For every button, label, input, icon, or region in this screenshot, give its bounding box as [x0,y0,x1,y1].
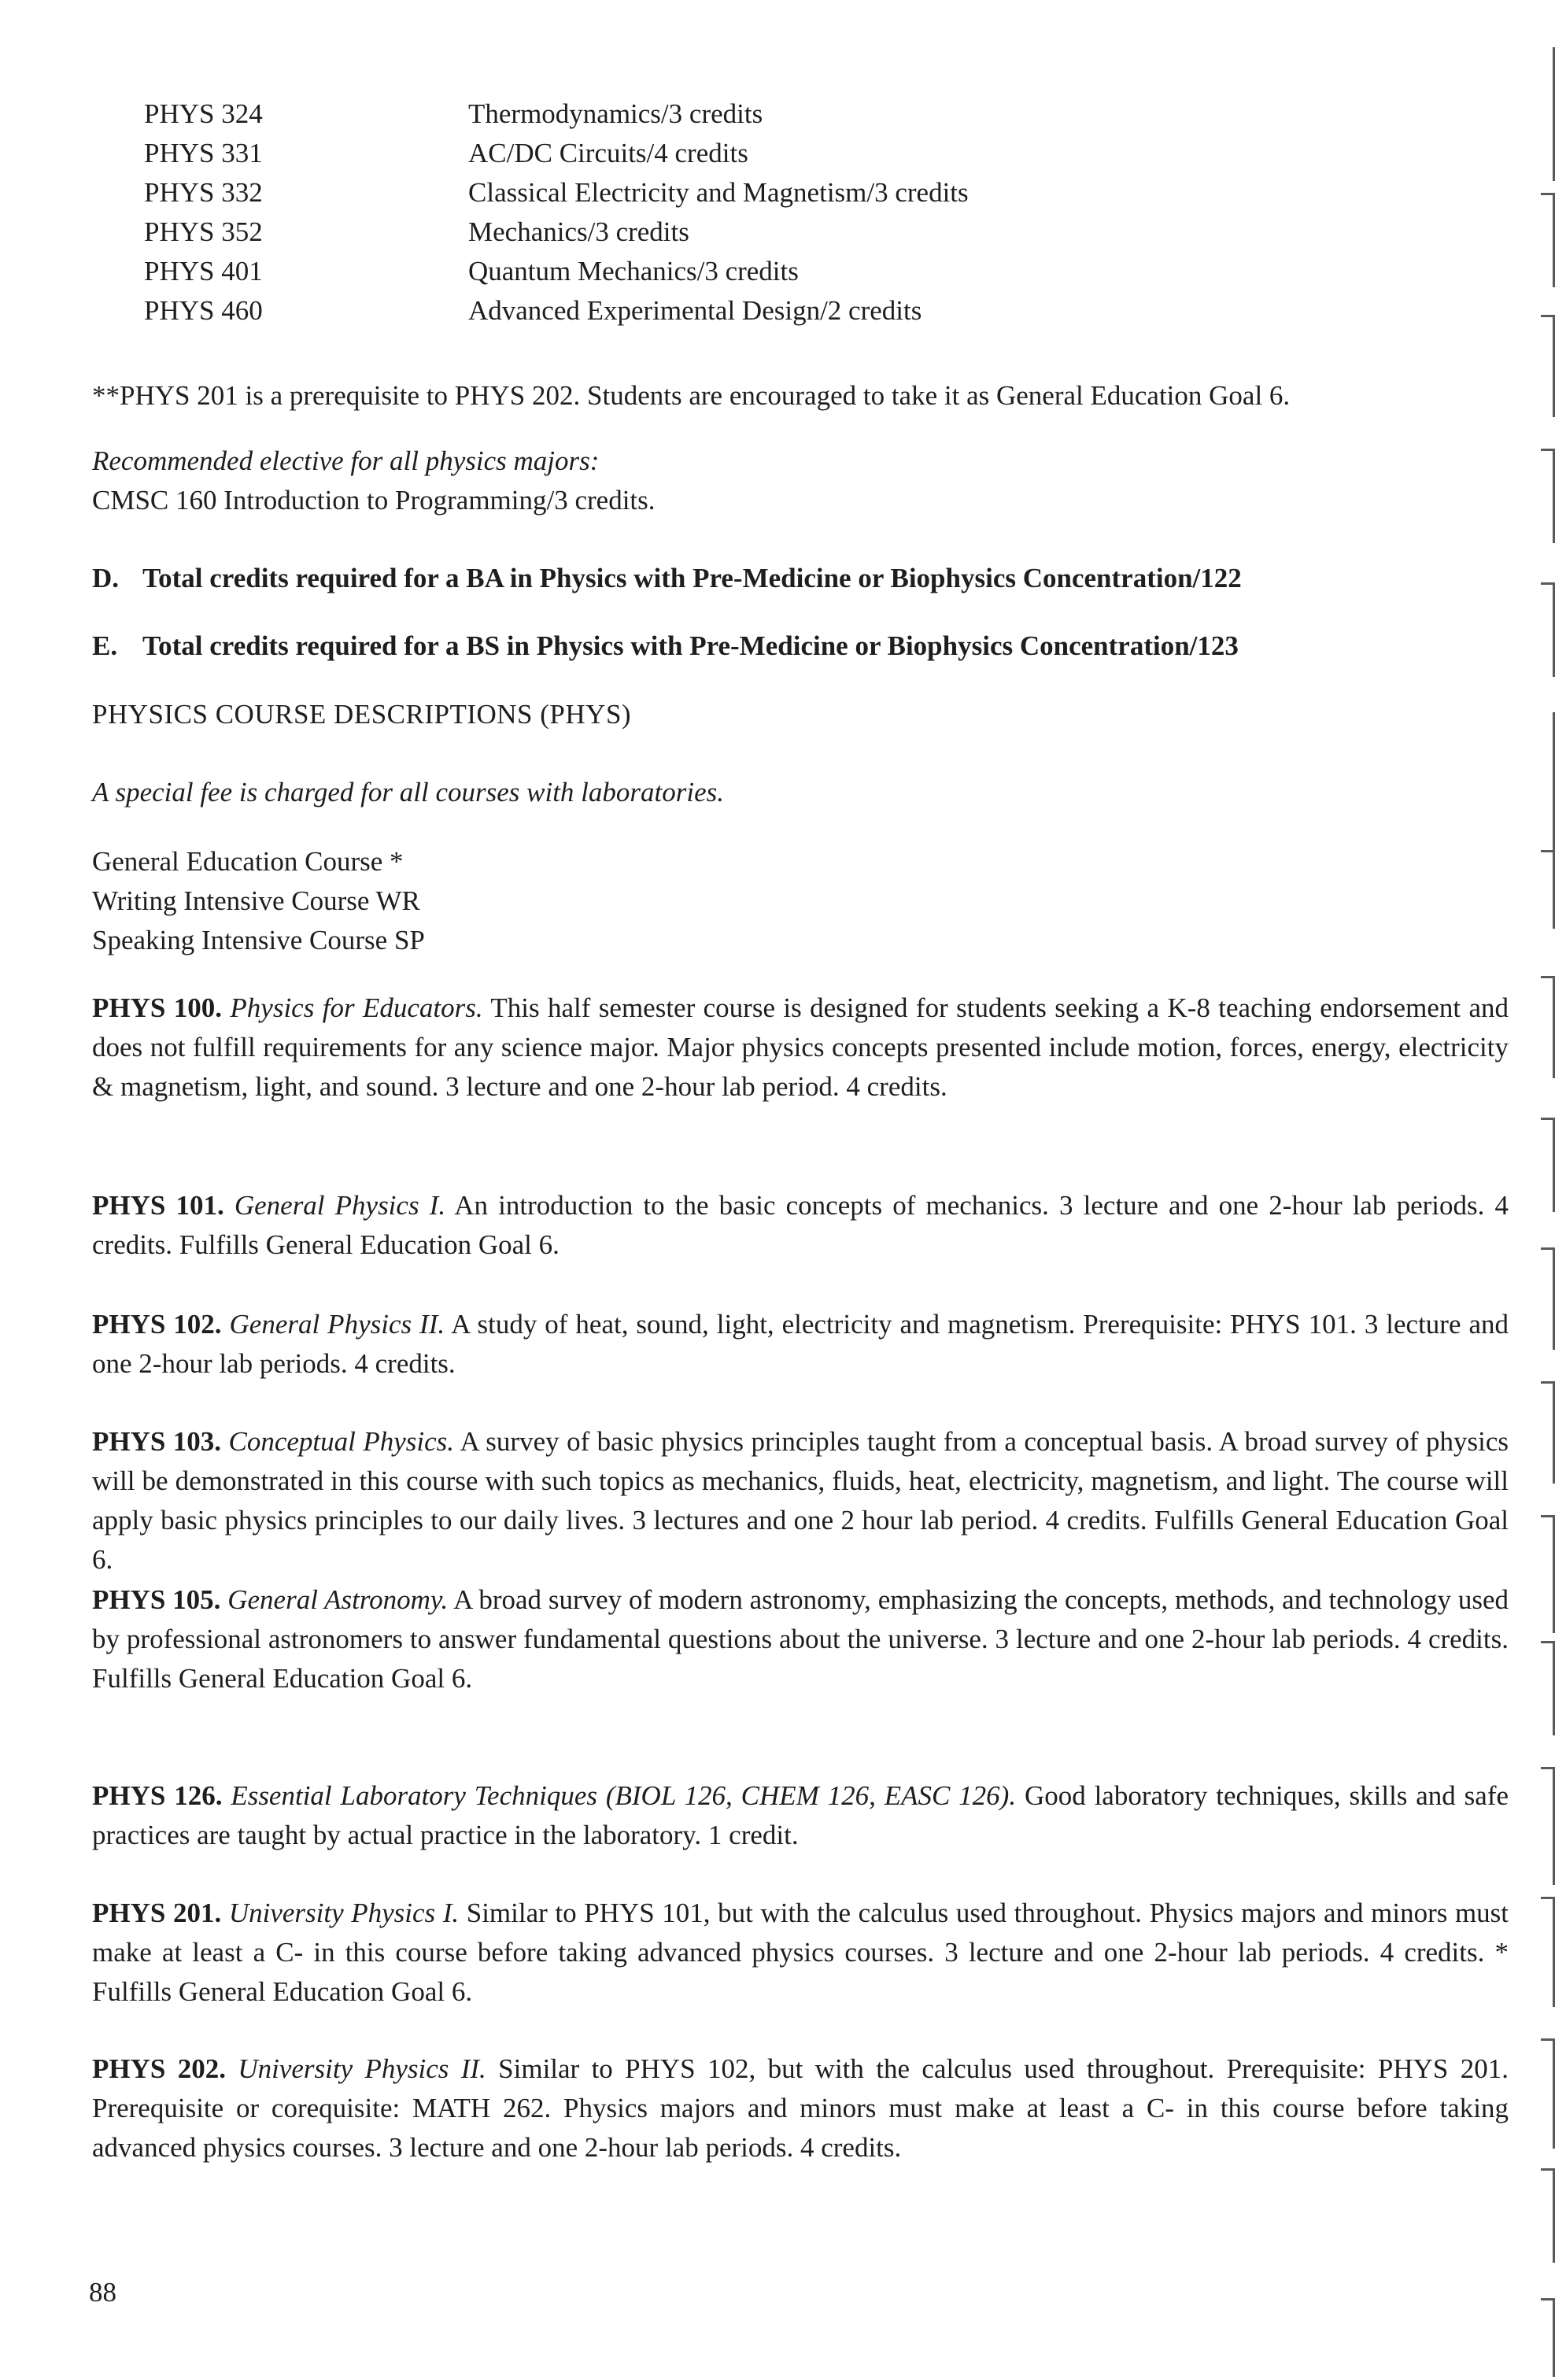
course-code: PHYS 352 [144,216,263,247]
page-edge-tick [1541,315,1555,317]
page-edge-line [1553,1118,1555,1212]
course-description [92,1305,1509,1384]
course-title: Advanced Experimental Design/2 credits [468,295,922,326]
total-text: Total credits required for a BA in Physics with Pre-Medicine or Biophysics Concentration/122 [142,563,1242,593]
course-desc-code: PHYS 105. [92,1584,221,1615]
course-description [92,1422,1509,1580]
course-row [144,94,1088,134]
course-code: PHYS 401 [144,256,263,286]
page-edge-tick [1541,2168,1555,2171]
course-description [92,989,1509,1107]
page-edge-line [1553,315,1555,417]
recommended-course: CMSC 160 Introduction to Programming/3 credits. [92,485,656,516]
course-row [144,252,1088,291]
page-edge-line [1553,1897,1555,2007]
course-title: Mechanics/3 credits [468,216,689,247]
recommended-label: Recommended elective for all physics majors: [92,445,600,476]
page-edge-tick [1541,449,1555,451]
page-edge-line [1553,1641,1555,1735]
course-desc-title: University Physics II. [238,2053,486,2084]
course-code: PHYS 460 [144,295,263,326]
page-edge-line [1553,976,1555,1078]
page-edge-line [1553,449,1555,543]
course-desc-text: Good laboratory techniques, skills and safe practices are taught by actual practice in the laboratory. 1 credit. [92,1780,1509,1850]
page-edge-line [1553,193,1555,287]
course-desc-code: PHYS 101. [92,1190,224,1221]
course-desc-title: General Astronomy. [227,1584,449,1615]
page-edge-line [1553,582,1555,677]
page-edge-tick [1541,1515,1555,1517]
page-edge-line [1553,1767,1555,1885]
course-desc-code: PHYS 201. [92,1898,222,1928]
course-desc-text: Similar to PHYS 102, but with the calculus used throughout. Prerequisite: PHYS 201. Prerequisite or corequisite: MATH 262. Physics majors and minors must make at least a C- in this course before taking advanced physics courses. 3 lecture and one 2-hour lab periods. 4 credits. [92,2053,1509,2163]
total-text: Total credits required for a BS in Physics with Pre-Medicine or Biophysics Concentration/123 [142,630,1239,661]
course-desc-text: This half semester course is designed for students seeking a K-8 teaching endorsement and does not fulfill requirements for any science major. Major physics concepts presented include motion, forces, energy, electricity & magnetism, light, and sound. 3 lecture and one 2-hour lab period. 4 credits. [92,992,1509,1102]
course-desc-code: PHYS 102. [92,1309,222,1340]
page-edge-line [1553,1247,1555,1350]
course-desc-text: A study of heat, sound, light, electricity and magnetism. Prerequisite: PHYS 101. 3 lecture and one 2-hour lab periods. 4 credits. [92,1309,1509,1379]
course-desc-text: A broad survey of modern astronomy, emphasizing the concepts, methods, and technology used by professional astronomers to answer fundamental questions about the universe. 3 lecture and one 2-hour lab periods. 4 credits. Fulfills General Education Goal 6. [92,1584,1509,1694]
course-description [92,2049,1509,2168]
page-edge-tick [1541,1641,1555,1643]
course-description [92,1894,1509,2012]
course-desc-code: PHYS 103. [92,1426,222,1457]
page-edge-tick [1541,1247,1555,1250]
course-desc-code: PHYS 202. [92,2053,226,2084]
total-letter: E. [92,630,118,661]
course-desc-code: PHYS 126. [92,1780,223,1811]
legend-item: Writing Intensive Course WR [92,885,420,916]
course-desc-title: Physics for Educators. [230,992,483,1023]
course-desc-title: General Physics II. [229,1309,445,1340]
course-desc-code: PHYS 100. [92,992,222,1023]
course-title: AC/DC Circuits/4 credits [468,138,748,168]
course-code: PHYS 324 [144,98,263,129]
course-description [92,1580,1509,1698]
fee-note: A special fee is charged for all courses with laboratories. [92,777,725,808]
total-credits-ba [92,559,1509,598]
page-edge-line [1553,1515,1555,1633]
course-desc-text: Similar to PHYS 101, but with the calculus used throughout. Physics majors and minors must make at least a C- in this course before taking advanced physics courses. 3 lecture and one 2-hour lab periods. 4 credits. * Fulfills General Education Goal 6. [92,1898,1509,2007]
page-edge-line [1553,2298,1555,2377]
page-edge-tick [1541,582,1555,585]
page-edge-line [1553,2168,1555,2263]
course-title: Thermodynamics/3 credits [468,98,763,129]
section-title: PHYSICS COURSE DESCRIPTIONS (PHYS) [92,699,632,730]
page-edge-tick [1541,850,1555,852]
page-edge-tick [1541,2038,1555,2041]
course-row [144,291,1088,331]
course-desc-title: Conceptual Physics. [228,1426,454,1457]
course-code: PHYS 331 [144,138,263,168]
prerequisite-note: **PHYS 201 is a prerequisite to PHYS 202. Students are encouraged to take it as General Education Goal 6. [92,380,1291,411]
page-number: 88 [89,2277,116,2308]
course-title: Quantum Mechanics/3 credits [468,256,799,286]
page-edge-tick [1541,1118,1555,1120]
page-edge-line [1553,2038,1555,2149]
total-letter: D. [92,563,120,593]
page-edge-tick [1541,1897,1555,1899]
course-row [144,173,1088,213]
total-credits-bs [92,626,1509,666]
page-edge-line [1553,850,1555,929]
course-desc-text: An introduction to the basic concepts of mechanics. 3 lecture and one 2-hour lab periods. 4 credits. Fulfills General Education Goal 6. [92,1190,1509,1260]
course-desc-text: A survey of basic physics principles taught from a conceptual basis. A broad survey of physics will be demonstrated in this course with such topics as mechanics, fluids, heat, electricity, magnetism, and light. The course will apply basic physics principles to our daily lives. 3 lectures and one 2 hour lab period. 4 credits. Fulfills General Education Goal 6. [92,1426,1509,1575]
course-legend [92,842,1509,960]
legend-item: Speaking Intensive Course SP [92,925,425,955]
page-edge-line [1553,1381,1555,1484]
course-desc-title: General Physics I. [234,1190,446,1221]
page-edge-line [1553,712,1555,862]
course-desc-title: University Physics I. [228,1898,460,1928]
course-desc-title: Essential Laboratory Techniques (BIOL 126, CHEM 126, EASC 126). [231,1780,1017,1811]
page-edge-line [1553,47,1555,181]
page-edge-tick [1541,193,1555,195]
course-description [92,1776,1509,1855]
course-row [144,134,1088,173]
recommended-elective [92,442,1509,520]
legend-item: General Education Course * [92,846,404,877]
course-description [92,1186,1509,1265]
page-edge-tick [1541,2298,1555,2301]
course-row [144,213,1088,252]
course-table [144,94,1088,331]
course-code: PHYS 332 [144,177,263,208]
page-edge-tick [1541,976,1555,978]
course-title: Classical Electricity and Magnetism/3 credits [468,177,969,208]
page-edge-tick [1541,1381,1555,1384]
page-edge-tick [1541,1767,1555,1769]
